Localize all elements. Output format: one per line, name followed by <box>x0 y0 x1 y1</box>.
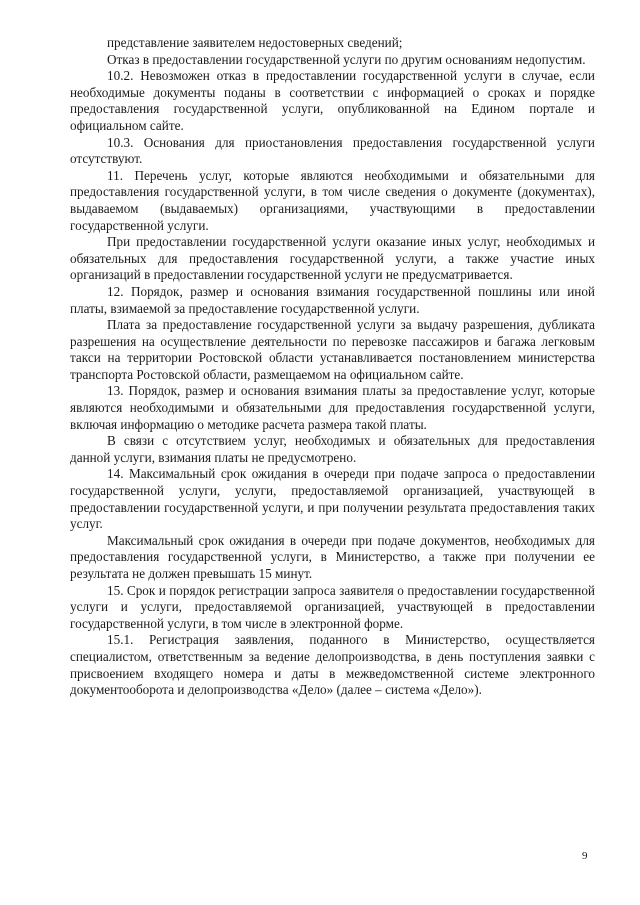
paragraph-13: 13. Порядок, размер и основания взимания платы за предоставление услуг, которые являются необходимыми и обязательными для предоставления государственной услуги, включая информацию о методике расчета размера такой платы. <box>70 383 595 432</box>
paragraph-13-no-fee: В связи с отсутствием услуг, необходимых и обязательных для предоставления данной услуги, взимания платы не предусмотрено. <box>70 433 595 465</box>
paragraph-15-1: 15.1. Регистрация заявления, поданного в Министерство, осуществляется специалистом, ответственным за ведение делопроизводства, в день поступления заявки с присвоением входящего номера и даты в межведомственной системе электронного документооборота и делопроизводства «Дело» (далее – система «Дело»). <box>70 632 595 698</box>
paragraph-14-wait-time: Максимальный срок ожидания в очереди при подаче документов, необходимых для предоставления государственной услуги, в Министерство, а также при получении ее результата не должен превышать 15 минут. <box>70 532 595 581</box>
paragraph-refusal-other-grounds: Отказ в предоставлении государственной услуги по другим основаниям недопустим. <box>107 51 586 67</box>
paragraph-10-3: 10.3. Основания для приостановления предоставления государственной услуги отсутствуют. <box>70 134 595 167</box>
paragraph-14: 14. Максимальный срок ожидания в очереди при подаче запроса о предоставлении государственной услуги, услуги, предоставляемой организацией, участвующей в предоставлении государственной услуги, и при получении результата предоставления таких услуг. <box>70 466 595 532</box>
paragraph-15: 15. Срок и порядок регистрации запроса заявителя о предоставлении государственной услуги и услуги, предоставляемой организацией, участвующей в предоставлении государственной услуги, в том числе в электронной форме. <box>70 582 595 631</box>
paragraph-11: 11. Перечень услуг, которые являются необходимыми и обязательными для предоставления государственной услуги, в том числе сведения о документе (документах), выдаваемом (выдаваемых) организациями, участвующими в предоставлении государственной услуги. <box>70 167 595 233</box>
paragraph-12: 12. Порядок, размер и основания взимания государственной пошлины или иной платы, взимаемой за предоставление государственной услуги. <box>70 283 595 316</box>
page-number: 9 <box>582 850 588 862</box>
paragraph-11-other-services: При предоставлении государственной услуги оказание иных услуг, необходимых и обязательных для предоставления государственной услуги, а также участие иных организаций в предоставлении государственной услуги не предусматривается. <box>70 234 595 283</box>
paragraph-grounds-unreliable-info: представление заявителем недостоверных сведений; <box>107 35 403 50</box>
document-body <box>70 35 595 699</box>
paragraph-10-2: 10.2. Невозможен отказ в предоставлении государственной услуги в случае, если необходимые документы поданы в соответствии с информацией о сроках и порядке предоставления государственной услуги, опубликованной на Едином портале и официальном сайте. <box>70 68 595 133</box>
paragraph-12-fee: Плата за предоставление государственной услуги за выдачу разрешения, дубликата разрешения на осуществление деятельности по перевозке пассажиров и багажа легковым такси на территории Ростовской области устанавливается постановлением министерства транспорта Ростовской области, размещаемом на официальном сайте. <box>70 317 595 382</box>
